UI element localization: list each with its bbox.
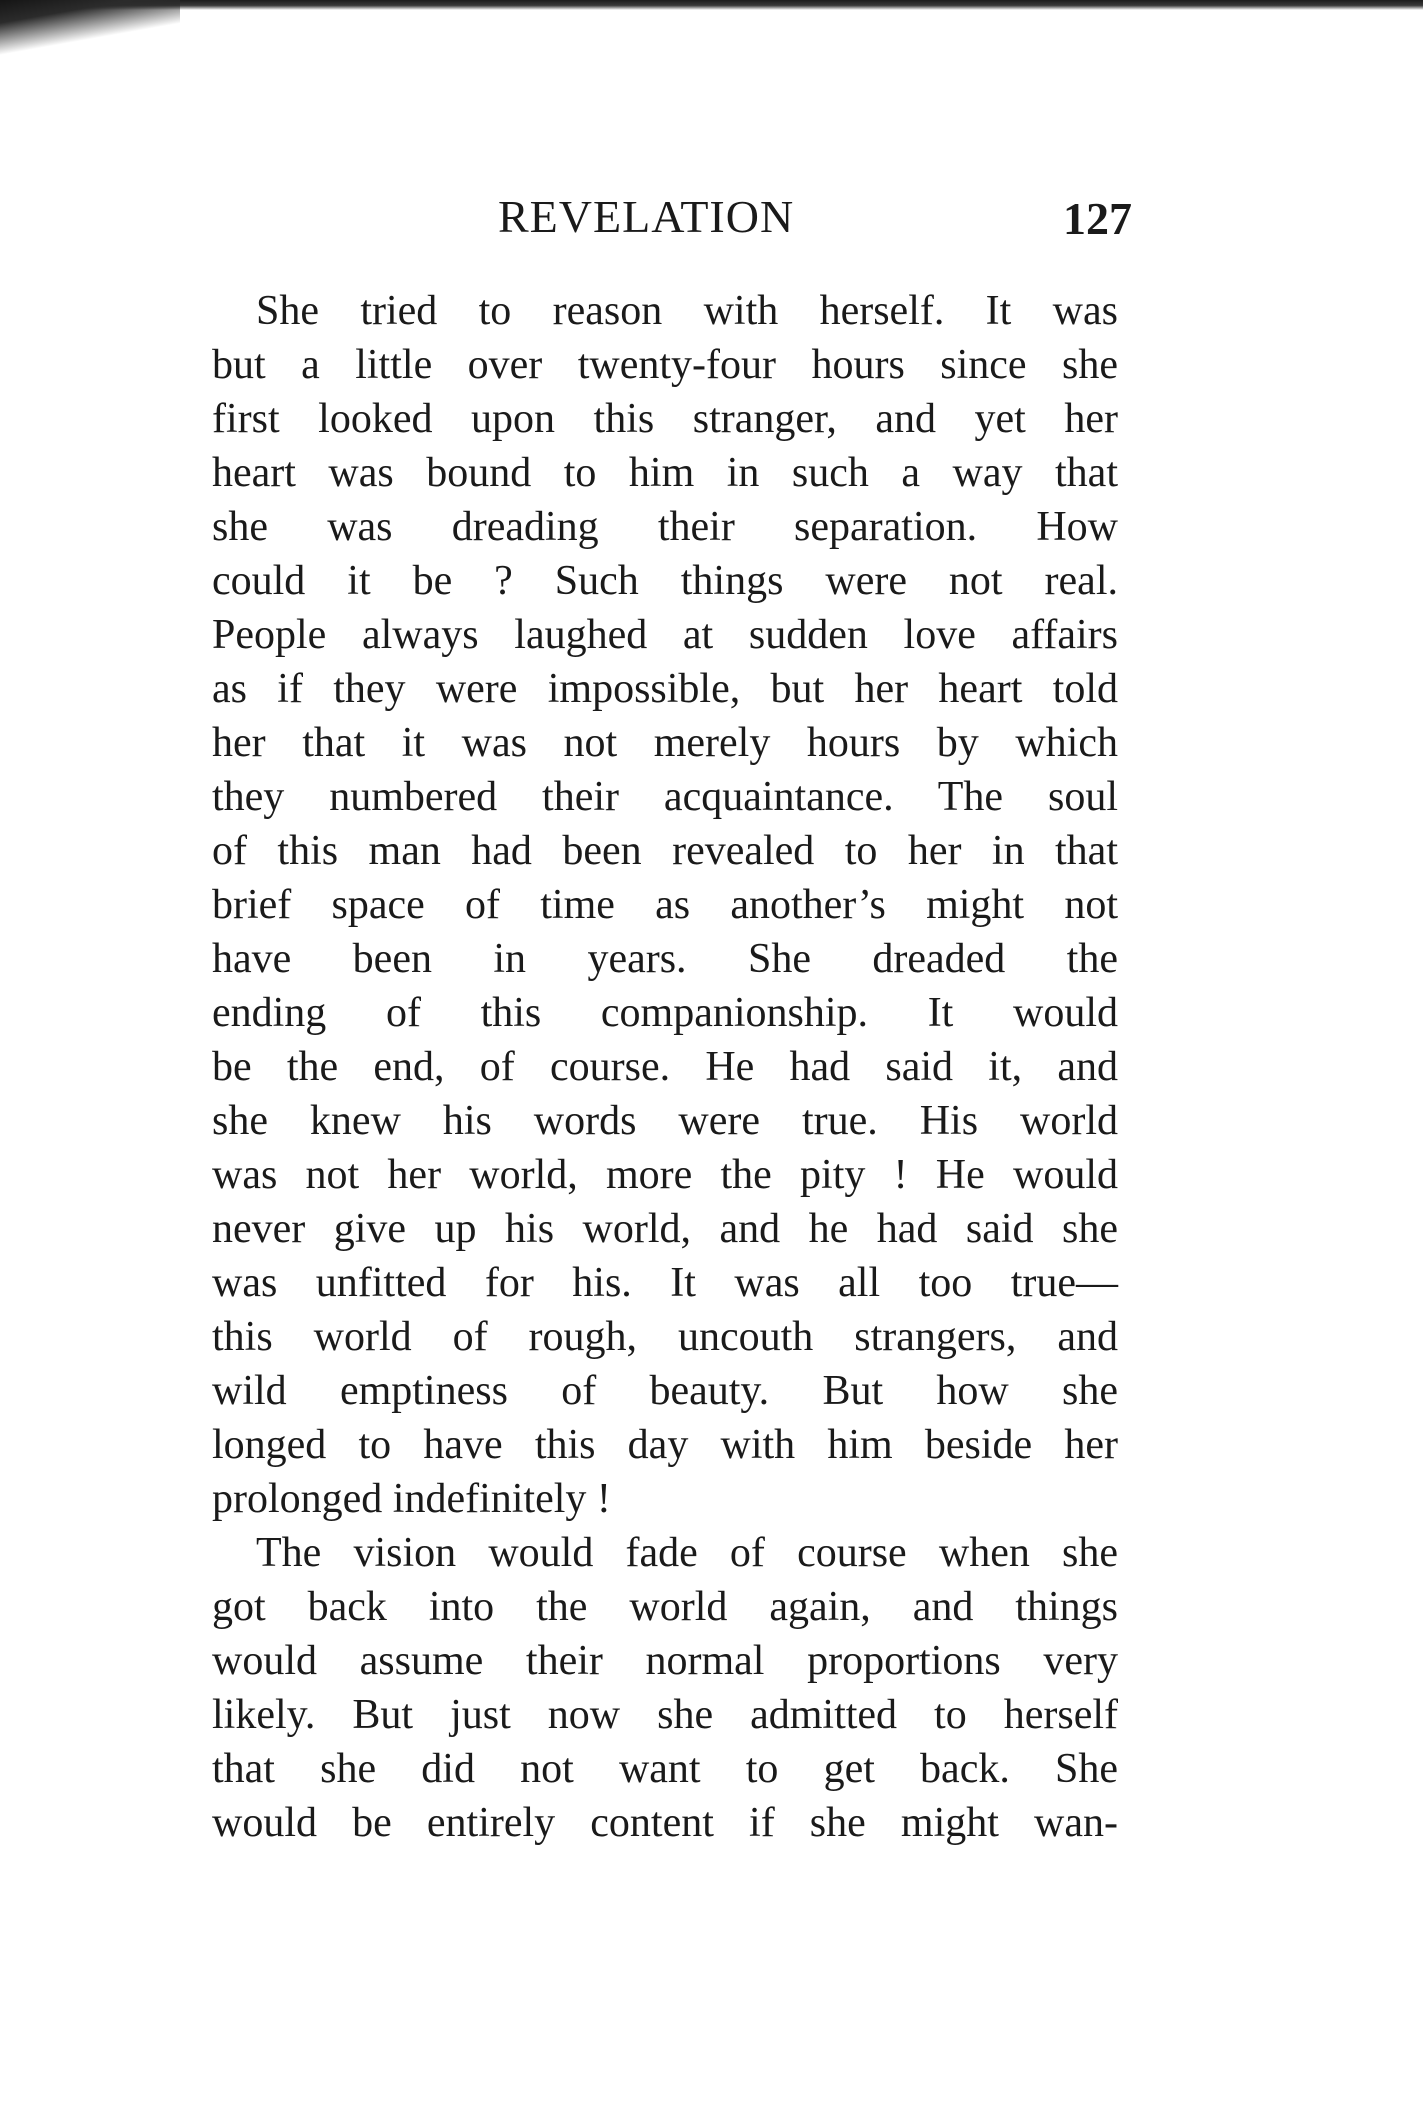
running-title: REVELATION — [498, 191, 795, 242]
text-line: would be entirely content if she might wan- — [212, 1800, 1118, 1846]
text-line: never give up his world, and he had said she — [212, 1206, 1118, 1252]
text-line: People always laughed at sudden love affairs — [212, 612, 1118, 658]
text-line: could it be ? Such things were not real. — [212, 558, 1118, 604]
body-text — [212, 284, 1118, 1850]
text-line: was not her world, more the pity ! He would — [212, 1152, 1118, 1198]
text-line: The vision would fade of course when she — [256, 1530, 1118, 1576]
text-line: she was dreading their separation. How — [212, 504, 1118, 550]
text-line: first looked upon this stranger, and yet her — [212, 396, 1118, 442]
text-line: have been in years. She dreaded the — [212, 936, 1118, 982]
page-scan-edge — [0, 0, 1423, 10]
running-head — [212, 190, 1132, 250]
text-line: She tried to reason with herself. It was — [256, 288, 1118, 334]
text-line: prolonged indefinitely ! — [212, 1476, 611, 1522]
text-line: ending of this companionship. It would — [212, 990, 1118, 1036]
text-line: she knew his words were true. His world — [212, 1098, 1118, 1144]
text-line: likely. But just now she admitted to herself — [212, 1692, 1118, 1738]
text-line: this world of rough, uncouth strangers, and — [212, 1314, 1118, 1360]
text-line: brief space of time as another’s might not — [212, 882, 1118, 928]
text-line: that she did not want to get back. She — [212, 1746, 1118, 1792]
page-number: 127 — [1063, 193, 1132, 244]
text-line: of this man had been revealed to her in that — [212, 828, 1118, 874]
page-scan-corner-shadow — [0, 0, 180, 60]
text-line: was unfitted for his. It was all too true— — [212, 1260, 1118, 1306]
text-line: as if they were impossible, but her heart told — [212, 666, 1118, 712]
text-line: got back into the world again, and things — [212, 1584, 1118, 1630]
text-line: would assume their normal proportions very — [212, 1638, 1118, 1684]
text-line: longed to have this day with him beside her — [212, 1422, 1118, 1468]
text-line: be the end, of course. He had said it, and — [212, 1044, 1118, 1090]
text-line: they numbered their acquaintance. The soul — [212, 774, 1118, 820]
text-line: but a little over twenty-four hours since she — [212, 342, 1118, 388]
text-line: heart was bound to him in such a way that — [212, 450, 1118, 496]
text-line: her that it was not merely hours by which — [212, 720, 1118, 766]
text-line: wild emptiness of beauty. But how she — [212, 1368, 1118, 1414]
